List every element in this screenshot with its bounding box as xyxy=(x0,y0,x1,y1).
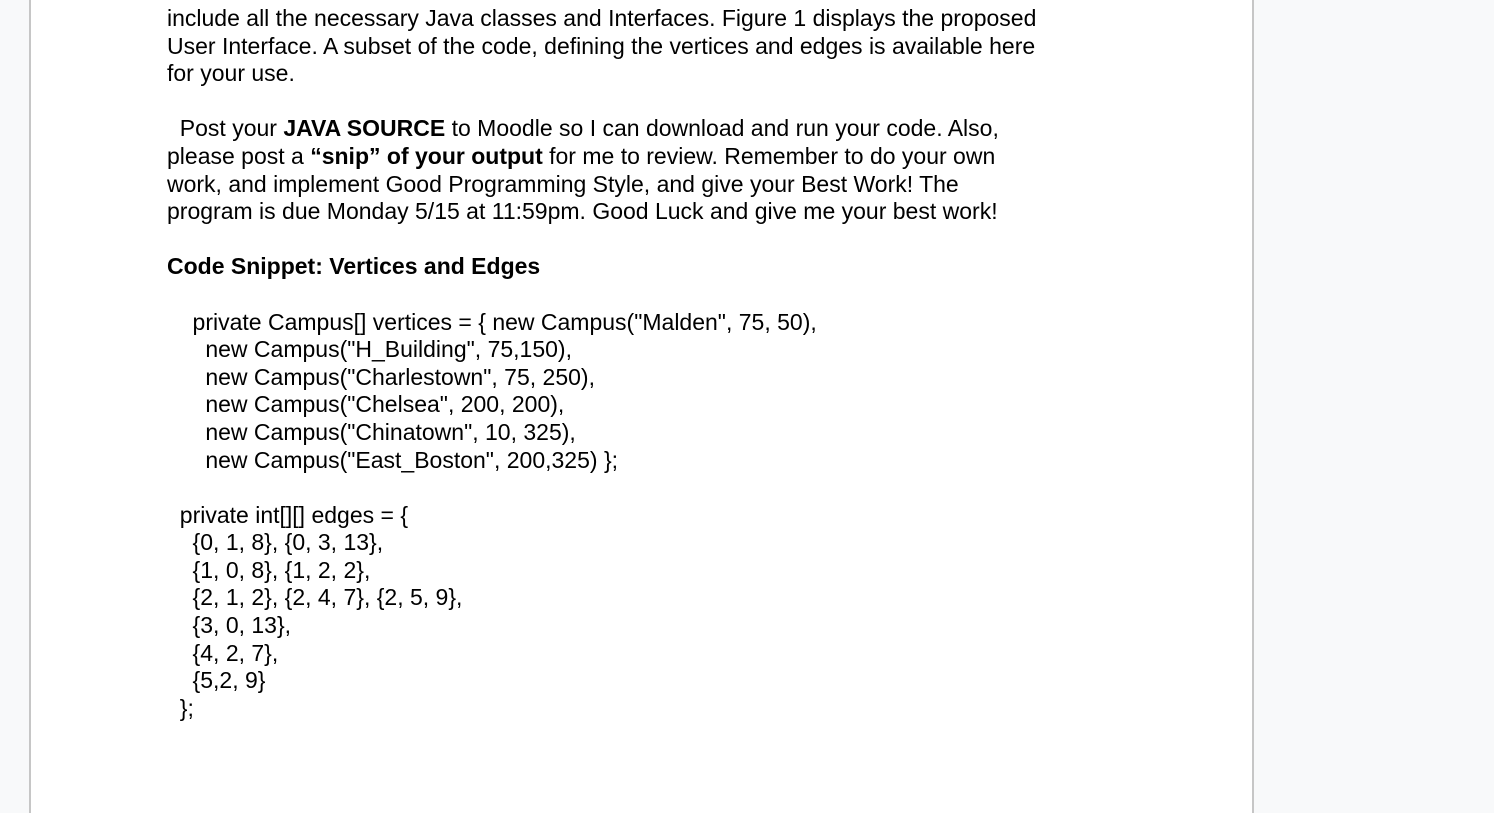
spacer xyxy=(167,226,1167,254)
intro-line-1: include all the necessary Java classes and Interfaces. Figure 1 displays the proposed xyxy=(167,5,1037,31)
snippet-heading-text: Code Snippet: Vertices and Edges xyxy=(167,253,541,280)
post-text: please post a xyxy=(167,142,311,169)
spacer xyxy=(167,474,1167,502)
code-line: private int[][] edges = { xyxy=(167,501,409,528)
post-text: for me to review. Remember to do your own xyxy=(542,142,996,169)
intro-line-3: for your use. xyxy=(167,60,295,87)
code-line: {5,2, 9} xyxy=(167,667,266,694)
snip-output-bold: “snip” of your output xyxy=(310,142,543,169)
code-line: new Campus("H_Building", 75,150), xyxy=(167,336,572,363)
post-line-3: work, and implement Good Programming Style, and give your Best Work! The xyxy=(167,170,959,197)
post-line-2 xyxy=(167,143,1167,171)
post-text: Post your xyxy=(167,115,284,142)
edges-code-block xyxy=(167,502,1167,723)
code-line: private Campus[] vertices = { new Campus("Malden", 75, 50), xyxy=(167,308,817,335)
code-line: }; xyxy=(167,694,194,721)
spacer xyxy=(167,88,1167,116)
intro-line-2: User Interface. A subset of the code, defining the vertices and edges is available here xyxy=(167,32,1036,59)
snippet-heading xyxy=(167,253,1167,281)
java-source-bold: JAVA SOURCE xyxy=(283,115,446,142)
post-text: to Moodle so I can download and run your code. Also, xyxy=(445,115,999,142)
spacer xyxy=(167,281,1167,309)
code-line: new Campus("Charlestown", 75, 250), xyxy=(167,363,595,390)
code-line: new Campus("East_Boston", 200,325) }; xyxy=(167,446,619,473)
document-body xyxy=(167,5,1167,722)
code-line: {4, 2, 7}, xyxy=(167,639,279,666)
code-line: {0, 1, 8}, {0, 3, 13}, xyxy=(167,529,384,556)
post-line-4: program is due Monday 5/15 at 11:59pm. Good Luck and give me your best work! xyxy=(167,198,998,225)
code-line: {3, 0, 13}, xyxy=(167,612,292,639)
code-line: {2, 1, 2}, {2, 4, 7}, {2, 5, 9}, xyxy=(167,584,463,611)
document-page xyxy=(29,0,1254,813)
code-line: new Campus("Chelsea", 200, 200), xyxy=(167,391,565,418)
code-line: new Campus("Chinatown", 10, 325), xyxy=(167,418,576,445)
code-line: {1, 0, 8}, {1, 2, 2}, xyxy=(167,556,371,583)
post-line-1 xyxy=(167,115,1167,143)
vertices-code-block xyxy=(167,309,1167,475)
